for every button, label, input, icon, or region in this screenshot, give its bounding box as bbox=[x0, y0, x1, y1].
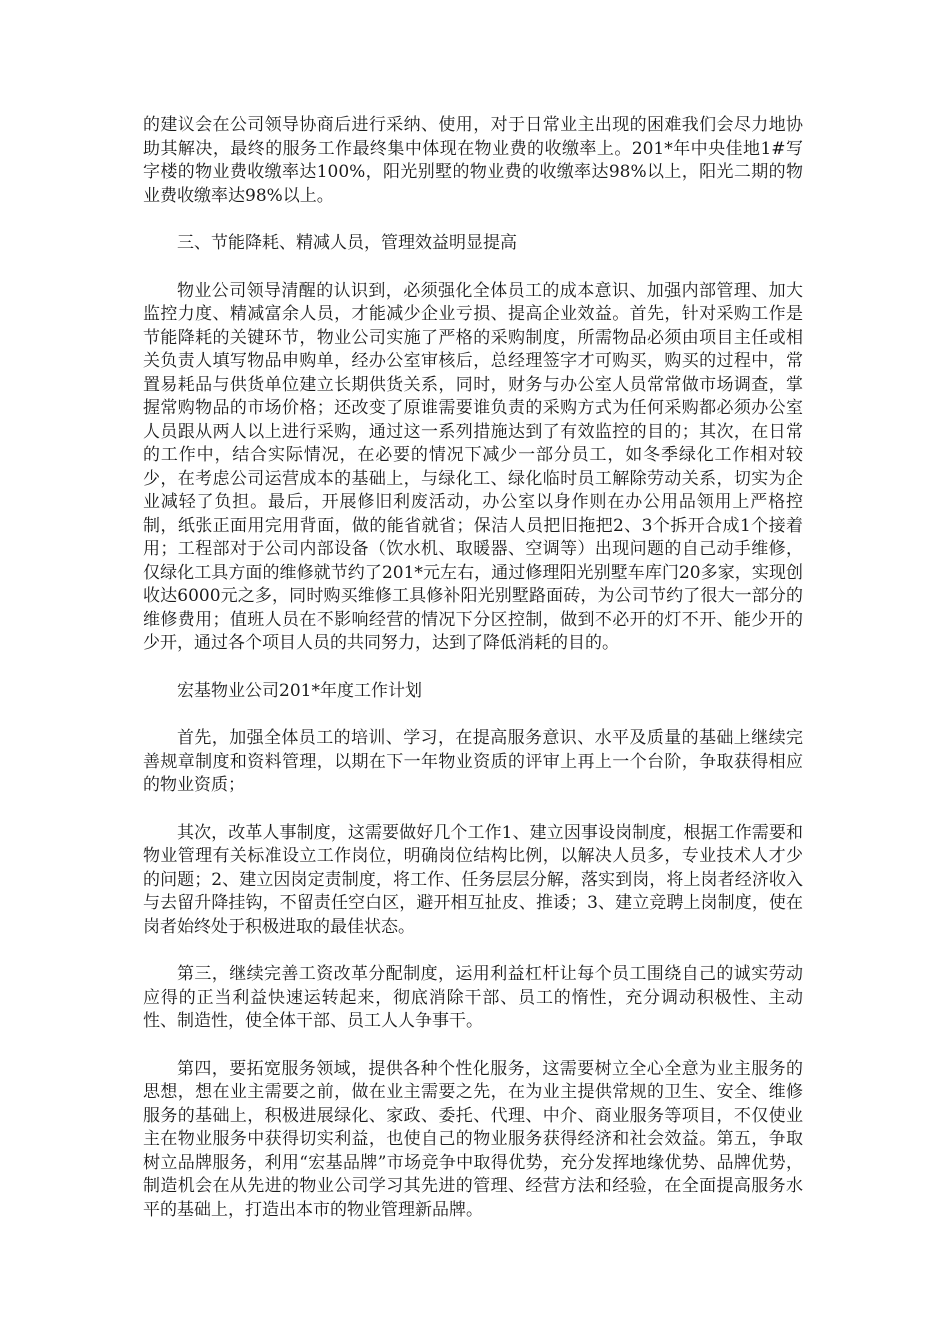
paragraph-plan-fourth-fifth: 第四，要拓宽服务领域，提供各种个性化服务，这需要树立全心全意为业主服务的思想，想在业主需要之前，做在业主需要之先，在为业主提供常规的卫生、安全、维修服务的基础上，积极进展绿化、家政、委托、代理、中介、商业服务等项目，不仅使业主在物业服务中获得切实利益，也使自己的物业服务获得经济和社会效益。第五，争取树立品牌服务，利用“宏基品牌”市场竞争中取得优势，充分发挥地缘优势、品牌优势，制造机会在从先进的物业公司学习其先进的管理、经营方法和经验，在全面提高服务水平的基础上，打造出本市的物业管理新品牌。 bbox=[143, 1058, 803, 1220]
section-heading-energy-saving: 三、节能降耗、精减人员，管理效益明显提高 bbox=[177, 233, 517, 253]
paragraph-cost-control: 物业公司领导清醒的认识到，必须强化全体员工的成本意识、加强内部管理、加大监控力度、精减富余人员，才能减少企业亏损、提高企业效益。首先，针对采购工作是节能降耗的关键环节，物业公司实施了严格的采购制度，所需物品必须由项目主任或相关负责人填写物品申购单，经办公室审核后，总经理签字才可购买，购买的过程中，常置易耗品与供货单位建立长期供货关系，同时，财务与办公室人员常常做市场调查，掌握常购物品的市场价格；还改变了原谁需要谁负责的采购方式为任何采购都必须办公室人员跟从两人以上进行采购，通过这一系列措施达到了有效监控的目的；其次，在日常的工作中，结合实际情况，在必要的情况下减少一部分员工，如冬季绿化工作相对较少，在考虑公司运营成本的基础上，与绿化工、绿化临时员工解除劳动关系，切实为企业减轻了负担。最后，开展修旧利废活动，办公室以身作则在办公用品领用上严格控制，纸张正面用完用背面，做的能省就省；保洁人员把旧拖把2、3个拆开合成1个接着用；工程部对于公司内部设备（饮水机、取暖器、空调等）出现问题的自己动手维修，仅绿化工具方面的维修就节约了201*元左右，通过修理阳光别墅车库门20多家，实现创收达6000元之多，同时购买维修工具修补阳光别墅路面砖，为公司节约了很大一部分的维修费用；值班人员在不影响经营的情况下分区控制，做到不必开的灯不开、能少开的少开，通过各个项目人员的共同努力，达到了降低消耗的目的。 bbox=[143, 280, 803, 653]
paragraph-plan-third: 第三，继续完善工资改革分配制度，运用利益杠杆让每个员工围绕自己的诚实劳动应得的正当利益快速运转起来，彻底消除干部、员工的惰性，充分调动积极性、主动性、制造性，使全体干部、员工人人争事干。 bbox=[143, 964, 803, 1031]
document-body bbox=[143, 114, 803, 1246]
paragraph-continuation: 的建议会在公司领导协商后进行采纳、使用，对于日常业主出现的困难我们会尽力地协助其解决，最终的服务工作最终集中体现在物业费的收缴率上。201*年中央佳地1#写字楼的物业费收缴率达100%，阳光别墅的物业费的收缴率达98%以上，阳光二期的物业费收缴率达98%以上。 bbox=[143, 115, 803, 206]
paragraph-plan-second: 其次，改革人事制度，这需要做好几个工作1、建立因事设岗制度，根据工作需要和物业管理有关标准设立工作岗位，明确岗位结构比例，以解决人员多，专业技术人才少的问题；2、建立因岗定责制度，将工作、任务层层分解，落实到岗，将上岗者经济收入与去留升降挂钩，不留责任空白区，避开相互扯皮、推诿；3、建立竞聘上岗制度，使在岗者始终处于积极进取的最佳状态。 bbox=[143, 822, 803, 937]
paragraph-plan-first: 首先，加强全体员工的培训、学习，在提高服务意识、水平及质量的基础上继续完善规章制度和资料管理，以期在下一年物业资质的评审上再上一个台阶，争取获得相应的物业资质； bbox=[143, 728, 803, 795]
section-heading-work-plan: 宏基物业公司201*年度工作计划 bbox=[177, 680, 422, 701]
